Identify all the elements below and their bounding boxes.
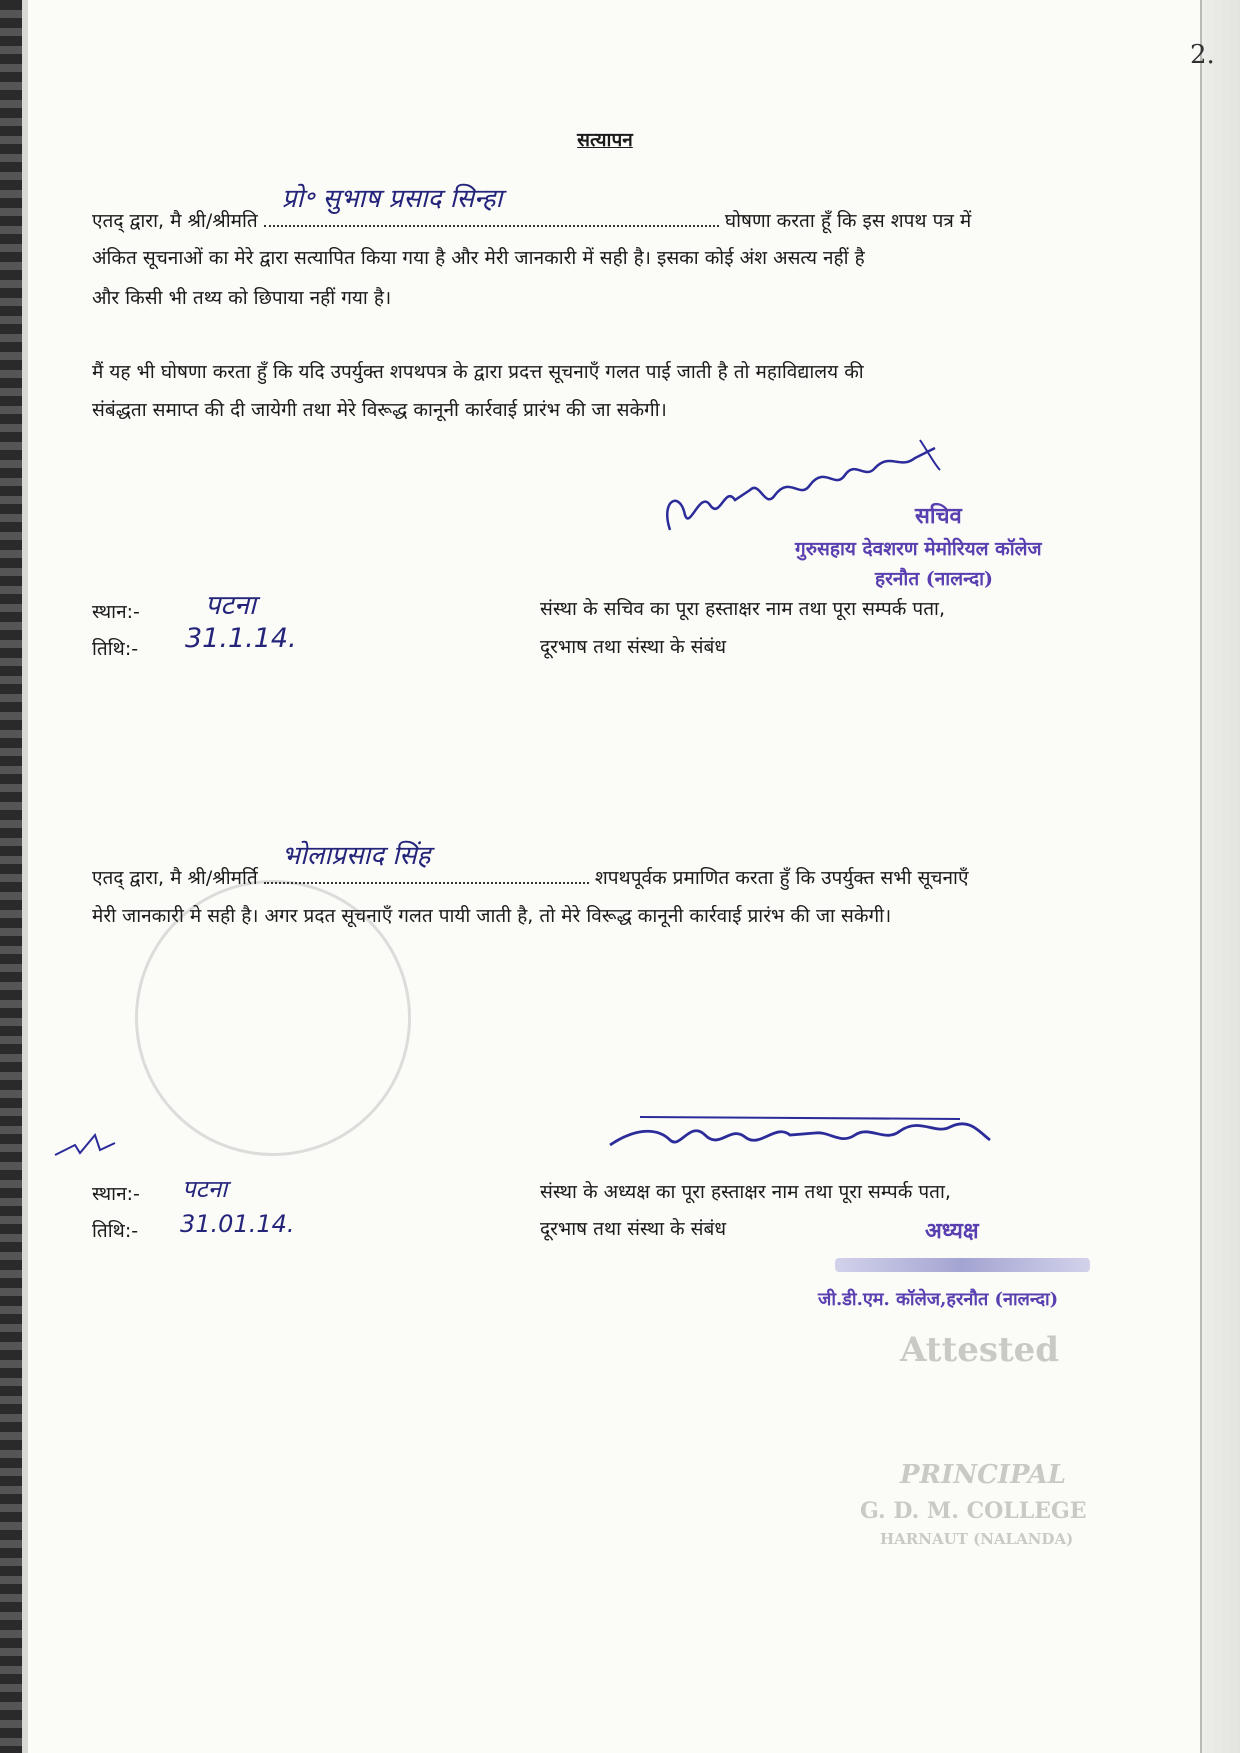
bleed-attested: Attested	[900, 1330, 1060, 1370]
declaration2-line2: संबंद्धता समाप्त की दी जायेगी तथा मेरे विरूद्ध कानूनी कार्रवाई प्रारंभ की जा सकेगी।	[92, 399, 667, 421]
attestation-handwritten-name: भोलाप्रसाद सिंह	[281, 841, 431, 871]
declaration-line3: और किसी भी तथ्य को छिपाया नहीं गया है।	[92, 287, 392, 309]
bleed-college: G. D. M. COLLEGE	[860, 1498, 1087, 1524]
secretary-caption-line2: दूरभाष तथा संस्था के संबंध	[540, 636, 727, 658]
handwritten-name: प्रो॰ सुभाष प्रसाद सिन्हा	[281, 184, 503, 214]
page-number: 2.	[1190, 40, 1215, 70]
secretary-stamp-title: सचिव	[915, 503, 962, 529]
declaration-prefix: एतद् द्वारा, मै श्री/श्रीमति	[92, 210, 258, 232]
president-place-label: स्थान:-	[92, 1183, 140, 1205]
initial-mark	[50, 1125, 120, 1165]
president-stamp-title: अध्यक्ष	[925, 1218, 979, 1244]
president-caption-line2: दूरभाष तथा संस्था के संबंध	[540, 1218, 727, 1240]
declaration-line1	[92, 184, 1112, 240]
attestation-line2: मेरी जानकारी मे सही है। अगर प्रदत सूचनाएँ गलत पायी जाती है, तो मेरे विरूद्ध कानूनी कार्रवाई प्रारंभ की जा सकेगी।	[92, 905, 892, 927]
president-date-value: 31.01.14.	[180, 1210, 295, 1238]
bleed-principal: PRINCIPAL	[900, 1460, 1067, 1490]
secretary-place-label: स्थान:-	[92, 601, 140, 623]
secretary-place-value: पटना	[205, 590, 256, 621]
next-page-edge	[1200, 0, 1240, 1753]
attestation-line1	[92, 841, 1112, 897]
president-date-label: तिथि:-	[92, 1220, 139, 1242]
president-signature	[600, 1105, 1000, 1175]
attestation-name-fill-line	[264, 841, 589, 884]
secretary-caption-line1: संस्था के सचिव का पूरा हस्ताक्षर नाम तथा पूरा सम्पर्क पता,	[540, 598, 945, 620]
president-place-value: पटना	[182, 1175, 228, 1203]
secretary-stamp-line2: हरनौत (नालन्दा)	[875, 568, 993, 590]
declaration-suffix: घोषणा करता हूँ कि इस शपथ पत्र में	[724, 210, 972, 232]
president-caption-line1: संस्था के अध्यक्ष का पूरा हस्ताक्षर नाम तथा पूरा सम्पर्क पता,	[540, 1181, 951, 1203]
declaration-line2: अंकित सूचनाओं का मेरे द्वारा सत्यापित किया गया है और मेरी जानकारी में सही है। इसका कोई अंश असत्य नहीं है	[92, 247, 865, 269]
name-fill-line	[264, 184, 719, 227]
president-stamp-line: जी.डी.एम. कॉलेज,हरनौत (नालन्दा)	[818, 1289, 1059, 1310]
secretary-date-value: 31.1.14.	[185, 623, 297, 654]
redacted-name-smudge	[835, 1258, 1090, 1272]
attestation-suffix: शपथपूर्वक प्रमाणित करता हुँ कि उपर्युक्त सभी सूचनाएँ	[594, 867, 969, 889]
attestation-prefix: एतद् द्वारा, मै श्री/श्रीमर्ति	[92, 867, 258, 889]
secretary-stamp-line1: गुरुसहाय देवशरण मेमोरियल कॉलेज	[795, 538, 1042, 560]
binding-edge	[0, 0, 22, 1753]
declaration2-line1: मैं यह भी घोषणा करता हुँ कि यदि उपर्युक्त शपथपत्र के द्वारा प्रदत्त सूचनाएँ गलत पाई जाती है तो महाविद्यालय की	[92, 361, 864, 383]
binding-shadow	[22, 0, 28, 1753]
bleed-place: HARNAUT (NALANDA)	[880, 1530, 1074, 1548]
secretary-date-label: तिथि:-	[92, 638, 139, 660]
page-title: सत्यापन	[577, 129, 633, 151]
